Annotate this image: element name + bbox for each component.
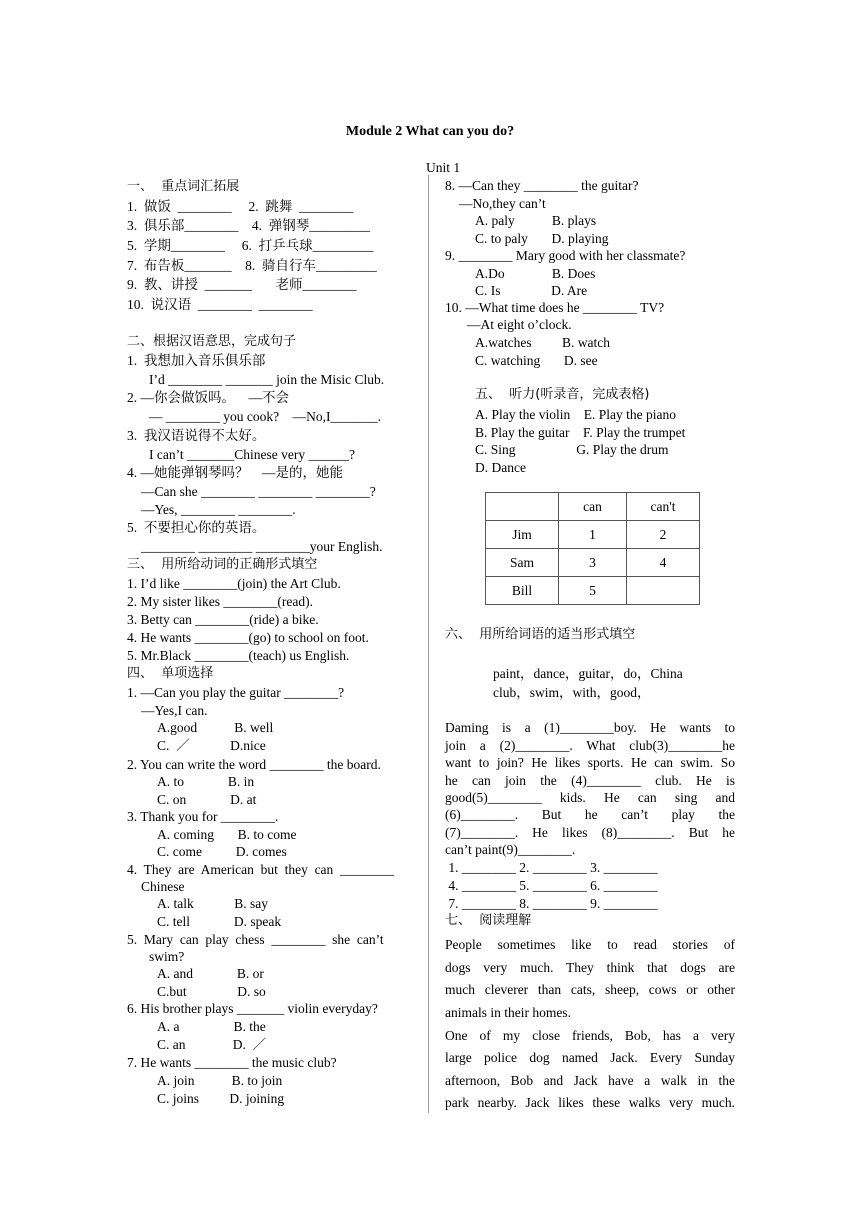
- text-line: C. an D. ／: [157, 1037, 267, 1052]
- text-line: C. watching D. see: [475, 353, 598, 368]
- text-line: 4. They are American but they can ________: [127, 862, 395, 877]
- section-heading: 四、 单项选择: [127, 666, 214, 681]
- answer-blanks: 4. ________ 5. ________ 6. ________: [445, 878, 658, 893]
- text-line: 9. 教、讲授 _______ 老师________: [127, 277, 357, 292]
- text-line: 7. 布告板_______ 8. 骑自行车_________: [127, 258, 377, 273]
- text-line: C. Is D. Are: [475, 283, 588, 298]
- text-line: C. to paly D. playing: [475, 231, 609, 246]
- reading-line: One of my close friends, Bob, has a very: [445, 1028, 735, 1043]
- table-header-cell: can: [559, 493, 627, 521]
- text-line: B. Play the guitar F. Play the trumpet: [475, 425, 686, 440]
- text-line: A. paly B. plays: [475, 213, 597, 228]
- text-line: —At eight o’clock.: [467, 317, 572, 332]
- text-line: ________ ________ ________your English.: [141, 539, 383, 554]
- table-header-row: [486, 493, 700, 521]
- table-cell: 1: [559, 521, 627, 549]
- text-line: C. joins D. joining: [157, 1091, 285, 1106]
- text-line: 1. I’d like ________(join) the Art Club.: [127, 576, 341, 591]
- text-line: A. join B. to join: [157, 1073, 283, 1088]
- text-line: 8. —Can they ________ the guitar?: [445, 178, 639, 193]
- text-line: 5. 学期________ 6. 打乒乓球_________: [127, 238, 374, 253]
- unit-label: Unit 1: [426, 160, 461, 175]
- text-line: C.but D. so: [157, 984, 266, 999]
- text-line: A. talk B. say: [157, 896, 268, 911]
- table-header-cell: can't: [627, 493, 700, 521]
- cloze-line: join a (2)________. What club(3)________he: [445, 738, 735, 753]
- text-line: 2. —你会做饭吗。 —不会: [127, 390, 289, 405]
- text-line: I’d ________ _______ join the Misic Club.: [149, 372, 385, 387]
- text-line: — ________ you cook? —No,I_______.: [149, 409, 382, 424]
- text-line: 5. 不要担心你的英语。: [127, 520, 266, 535]
- text-line: A. coming B. to come: [157, 827, 297, 842]
- cloze-line: want to join? He likes sports. He can swim. So: [445, 755, 735, 770]
- text-line: 6. His brother plays _______ violin everyday?: [127, 1001, 378, 1016]
- text-line: A. and B. or: [157, 966, 264, 981]
- cloze-line: he can join the (4)________ club. He is: [445, 773, 735, 788]
- text-line: C. ／ D.nice: [157, 738, 266, 753]
- table-cell: 2: [627, 521, 700, 549]
- table-cell: 5: [559, 577, 627, 605]
- text-line: A.Do B. Does: [475, 266, 596, 281]
- text-line: A. Play the violin E. Play the piano: [475, 407, 676, 422]
- reading-line: animals in their homes.: [445, 1005, 571, 1020]
- cloze-line: (6)________. But he can’t play the: [445, 807, 735, 822]
- text-line: —Yes,I can.: [141, 703, 208, 718]
- table-cell: Sam: [486, 549, 559, 577]
- text-line: 3. Betty can ________(ride) a bike.: [127, 612, 319, 627]
- text-line: 3. 我汉语说得不太好。: [127, 428, 266, 443]
- reading-line: much cleverer than cats, sheep, cows or other: [445, 982, 735, 997]
- text-line: D. Dance: [475, 460, 526, 475]
- answer-blanks: 7. ________ 8. ________ 9. ________: [445, 896, 658, 911]
- reading-line: afternoon, Bob and Jack have a walk in the: [445, 1073, 735, 1088]
- text-line: swim?: [149, 949, 185, 964]
- table-cell: Jim: [486, 521, 559, 549]
- text-line: club，swim，with，good，: [493, 685, 651, 700]
- text-line: C. Sing G. Play the drum: [475, 442, 669, 457]
- text-line: C. on D. at: [157, 792, 257, 807]
- text-line: 7. He wants ________ the music club?: [127, 1055, 337, 1070]
- text-line: —Yes, ________ ________.: [141, 502, 296, 517]
- section-heading: 五、 听力(听录音，完成表格): [475, 387, 650, 402]
- table-row: [486, 549, 700, 577]
- text-line: Chinese: [141, 879, 185, 894]
- text-line: 3. 俱乐部________ 4. 弹钢琴_________: [127, 218, 370, 233]
- page-title: Module 2 What can you do?: [345, 124, 515, 139]
- text-line: —Can she ________ ________ ________?: [141, 484, 376, 499]
- reading-line: park nearby. Jack likes these walks very much.: [445, 1095, 735, 1110]
- text-line: 4. —她能弹钢琴吗？ —是的，她能: [127, 465, 343, 480]
- cloze-line: (7)________. He likes (8)________. But he: [445, 825, 735, 840]
- table-header-cell: [486, 493, 559, 521]
- text-line: 10. 说汉语 ________ ________: [127, 297, 313, 312]
- text-line: A. a B. the: [157, 1019, 266, 1034]
- section-heading: 二、根据汉语意思，完成句子: [127, 334, 297, 349]
- reading-line: People sometimes like to read stories of: [445, 937, 735, 952]
- cloze-line: Daming is a (1)________boy. He wants to: [445, 720, 735, 735]
- text-line: 2. You can write the word ________ the board.: [127, 757, 381, 772]
- table-row: [486, 521, 700, 549]
- text-line: 1. 我想加入音乐俱乐部: [127, 353, 266, 368]
- table-cell: [627, 577, 700, 605]
- answer-blanks: 1. ________ 2. ________ 3. ________: [445, 860, 658, 875]
- text-line: paint，dance，guitar，do，China: [493, 666, 683, 681]
- text-line: A. to B. in: [157, 774, 255, 789]
- cloze-line: can’t paint(9)________.: [445, 842, 576, 857]
- cloze-line: good(5)________ kids. He can sing and: [445, 790, 735, 805]
- listening-table: [485, 492, 700, 605]
- text-line: 3. Thank you for ________.: [127, 809, 279, 824]
- text-line: —No,they can’t: [459, 196, 546, 211]
- table-cell: 3: [559, 549, 627, 577]
- reading-line: large police dog named Jack. Every Sunday: [445, 1050, 735, 1065]
- section-heading: 三、 用所给动词的正确形式填空: [127, 557, 318, 572]
- text-line: 1. 做饭 ________ 2. 跳舞 ________: [127, 199, 354, 214]
- table-cell: Bill: [486, 577, 559, 605]
- text-line: 10. —What time does he ________ TV?: [445, 300, 665, 315]
- section-heading: 六、 用所给词语的适当形式填空: [445, 627, 636, 642]
- reading-line: dogs very much. They think that dogs are: [445, 960, 735, 975]
- section-heading: 一、 重点词汇拓展: [127, 179, 240, 194]
- text-line: C. tell D. speak: [157, 914, 282, 929]
- text-line: 1. —Can you play the guitar ________?: [127, 685, 345, 700]
- text-line: A.watches B. watch: [475, 335, 610, 350]
- text-line: A.good B. well: [157, 720, 274, 735]
- text-line: 2. My sister likes ________(read).: [127, 594, 313, 609]
- text-line: 9. ________ Mary good with her classmate?: [445, 248, 686, 263]
- column-divider: [428, 175, 429, 1113]
- section-heading: 七、 阅读理解: [445, 913, 532, 928]
- text-line: 5. Mr.Black ________(teach) us English.: [127, 648, 350, 663]
- text-line: 4. He wants ________(go) to school on foot.: [127, 630, 369, 645]
- table-cell: 4: [627, 549, 700, 577]
- table-row: [486, 577, 700, 605]
- text-line: I can’t _______Chinese very ______?: [149, 447, 355, 462]
- text-line: C. come D. comes: [157, 844, 287, 859]
- text-line: 5. Mary can play chess ________ she can’t: [127, 932, 384, 947]
